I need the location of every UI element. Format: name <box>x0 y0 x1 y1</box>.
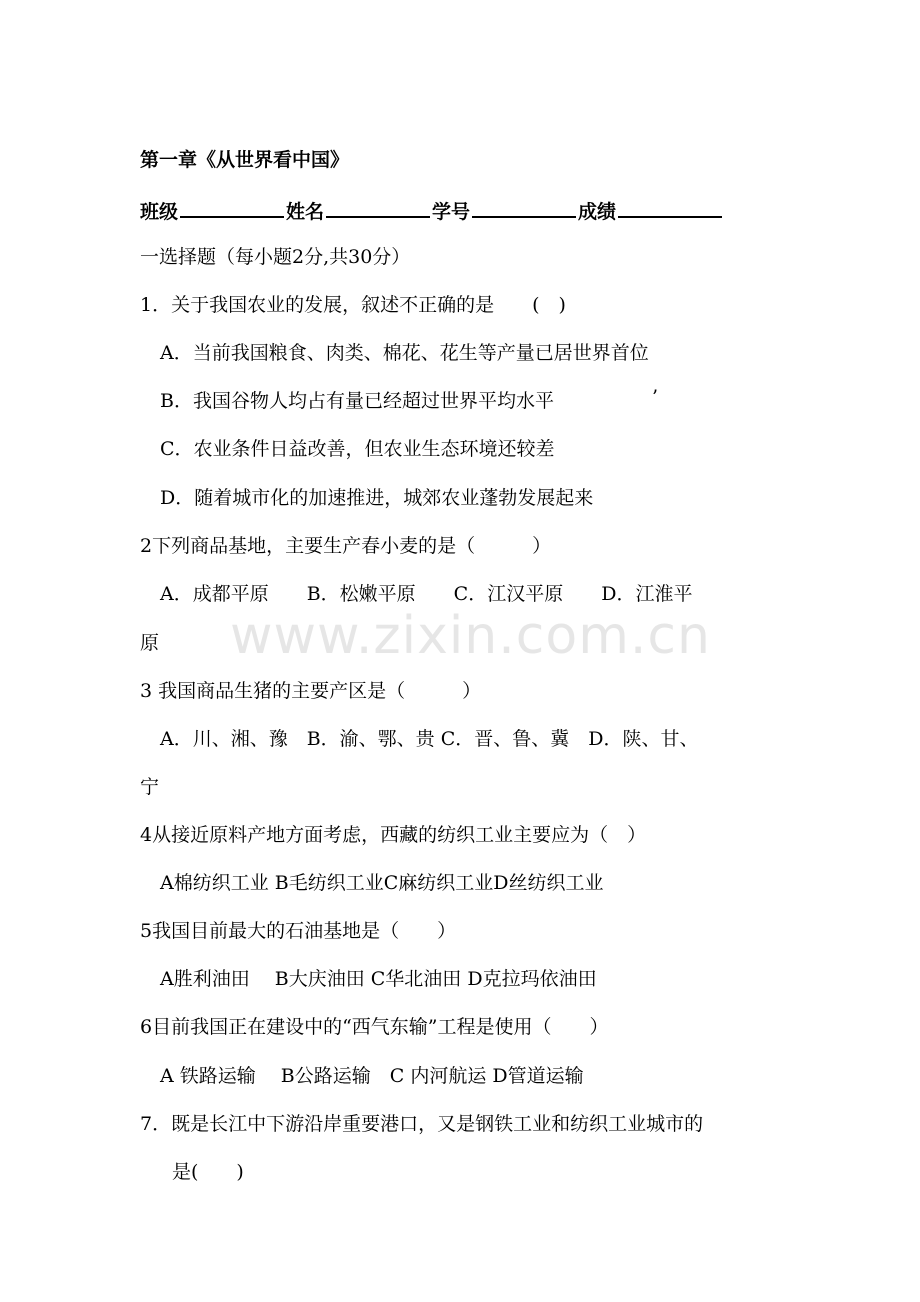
stray-mark: ’ <box>652 386 659 408</box>
id-label: 学号 <box>432 201 471 223</box>
question-5-options: A胜利油田 B大庆油田 C华北油田 D克拉玛依油田 <box>160 968 597 990</box>
score-label: 成绩 <box>578 201 617 223</box>
question-7-stem-cont: 是( ) <box>172 1161 244 1183</box>
question-3-options-wrap: 宁 <box>140 776 160 798</box>
watermark: www.zixin.com.cn <box>230 606 711 666</box>
question-7-stem: 7．既是长江中下游沿岸重要港口，又是钢铁工业和纺织工业城市的 <box>140 1113 704 1135</box>
question-2-stem: 2下列商品基地，主要生产春小麦的是（ ） <box>140 535 552 557</box>
question-1-option-d: D．随着城市化的加速推进，城郊农业蓬勃发展起来 <box>160 487 594 509</box>
page-title: 第一章《从世界看中国》 <box>140 149 350 171</box>
question-1-stem: 1．关于我国农业的发展，叙述不正确的是 ( ) <box>140 294 566 316</box>
question-3-options: A．川、湘、豫 B．渝、鄂、贵 C．晋、鲁、冀 D．陕、甘、 <box>160 728 699 750</box>
question-3-stem: 3 我国商品生猪的主要产区是（ ） <box>140 680 482 702</box>
section-heading: 一选择题（每小题2分,共30分） <box>140 246 411 268</box>
question-2-options-wrap: 原 <box>140 632 160 654</box>
question-5-stem: 5我国目前最大的石油基地是（ ） <box>140 920 457 942</box>
class-blank <box>180 196 284 218</box>
question-2-options: A．成都平原 B．松嫩平原 C．江汉平原 D．江淮平 <box>160 583 693 605</box>
question-1-option-a: A．当前我国粮食、肉类、棉花、花生等产量已居世界首位 <box>160 342 649 364</box>
question-4-options: A棉纺织工业 B毛纺织工业C麻纺织工业D丝纺织工业 <box>160 872 604 894</box>
question-4-stem: 4从接近原料产地方面考虑，西藏的纺织工业主要应为（ ） <box>140 824 647 846</box>
question-1-option-b: B．我国谷物人均占有量已经超过世界平均水平 <box>160 390 554 412</box>
name-label: 姓名 <box>286 201 325 223</box>
question-6-options: A 铁路运输 B公路运输 C 内河航运 D管道运输 <box>160 1065 584 1087</box>
name-blank <box>326 196 430 218</box>
id-blank <box>472 196 576 218</box>
student-info-row <box>140 196 724 225</box>
score-blank <box>618 196 722 218</box>
question-6-stem: 6目前我国正在建设中的“西气东输”工程是使用（ ） <box>140 1016 609 1038</box>
question-1-option-c: C．农业条件日益改善，但农业生态环境还较差 <box>160 438 555 460</box>
class-label: 班级 <box>140 201 179 223</box>
